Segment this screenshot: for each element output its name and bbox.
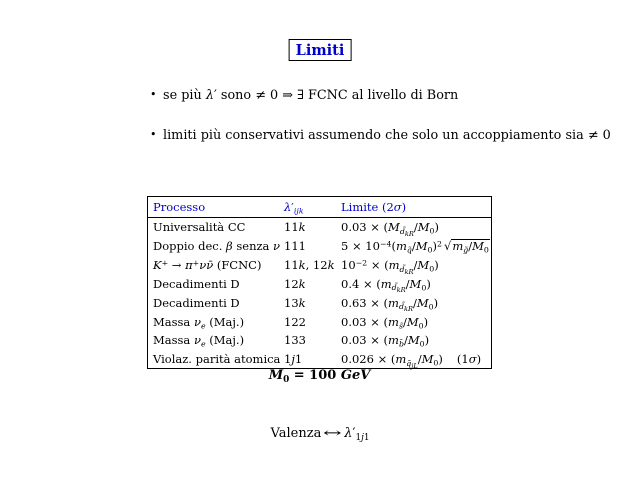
table-body	[148, 218, 491, 368]
math-token: ′	[291, 200, 294, 214]
math-token: d̃	[391, 283, 397, 293]
math-token: m	[388, 314, 399, 329]
table-row	[148, 312, 491, 331]
bullet-dot: •	[150, 128, 157, 142]
math-token: se più	[163, 88, 206, 103]
cell-limit	[341, 315, 491, 329]
cell-limit	[341, 276, 491, 295]
math-token: 2	[437, 239, 442, 249]
math-token: )	[426, 276, 431, 291]
cell-limit	[341, 352, 491, 370]
math-token: 13	[284, 295, 299, 310]
math-token	[406, 359, 417, 368]
math-token: 0.026 × (	[341, 352, 396, 367]
header-cell-process	[153, 200, 284, 214]
math-token: −4	[379, 239, 392, 249]
math-token: (	[391, 239, 396, 254]
math-token: λ	[284, 200, 292, 214]
table-row	[148, 350, 491, 369]
math-token	[400, 227, 414, 236]
cell-coupling	[284, 239, 341, 253]
math-token: )	[476, 352, 482, 367]
math-token: Valenza	[270, 426, 322, 441]
math-token: j	[361, 432, 364, 443]
math-token: kR	[404, 229, 414, 238]
math-token: e	[200, 339, 206, 349]
cell-coupling	[284, 352, 341, 366]
math-token: β	[226, 239, 233, 254]
math-token: m	[388, 333, 399, 348]
math-token: d̃	[398, 302, 404, 312]
math-token: 1	[355, 432, 362, 443]
math-token: ν	[193, 314, 201, 329]
math-token: q̃	[406, 245, 412, 255]
math-token: M	[409, 276, 422, 291]
math-token: /	[412, 295, 417, 310]
math-token: 12	[284, 276, 299, 291]
math-token: k	[298, 220, 306, 235]
math-token: →	[168, 258, 186, 273]
math-token: j	[291, 352, 295, 367]
math-token: )	[424, 333, 430, 348]
table-row	[148, 331, 491, 350]
title-box	[289, 39, 352, 61]
math-token: (Maj.)	[205, 333, 245, 348]
math-token	[400, 265, 414, 274]
page-title: Limiti	[295, 42, 345, 59]
math-token: 0	[418, 321, 424, 331]
cell-process	[153, 277, 284, 291]
math-token: +	[161, 258, 169, 268]
math-token: M	[416, 295, 429, 310]
math-token: kR	[396, 286, 406, 295]
header-cell-coupling	[284, 200, 341, 214]
math-token: /	[413, 220, 418, 235]
math-token: M	[388, 220, 400, 235]
math-token: /	[417, 352, 422, 367]
cell-process	[153, 258, 284, 272]
math-token: (Maj.)	[205, 314, 245, 329]
cell-limit	[341, 333, 491, 347]
math-token: 0	[429, 264, 435, 274]
table-row	[148, 237, 491, 256]
math-token: ν	[193, 333, 201, 348]
math-token: k	[298, 295, 306, 310]
cell-coupling	[284, 258, 341, 272]
math-token: m	[395, 239, 407, 254]
table-row	[148, 218, 491, 237]
math-token: Universalità CC	[153, 220, 246, 235]
math-token: = 100	[289, 368, 341, 383]
math-token: kR	[403, 305, 413, 314]
math-token: +	[192, 258, 200, 268]
math-token: Decadimenti D	[153, 276, 240, 291]
math-token: /	[411, 239, 416, 254]
math-token: 0.03 × (	[341, 314, 389, 329]
table-row	[148, 256, 491, 275]
math-token: 0.4 × (	[341, 276, 381, 291]
math-token: νν̄	[199, 258, 214, 273]
math-token: b̃	[398, 339, 404, 349]
math-token: ′ sono ≠ 0 ⇒ ∃ FCNC al livello di Born	[213, 88, 459, 103]
math-token: K	[153, 258, 162, 273]
math-token: M	[417, 220, 430, 235]
math-token: σ	[468, 352, 477, 367]
math-token: d̃	[399, 264, 405, 274]
math-token: 0.63 × (	[341, 295, 389, 310]
math-token: m	[395, 352, 407, 367]
math-token: Massa	[153, 333, 194, 348]
math-token: /	[403, 333, 408, 348]
math-token: m	[388, 258, 400, 273]
math-token: s̃	[398, 321, 403, 331]
math-token: 5 × 10	[341, 239, 380, 254]
math-token: 11	[284, 258, 299, 273]
math-token: /	[468, 239, 473, 254]
math-token: kR	[404, 267, 414, 276]
math-token: M	[415, 239, 428, 254]
math-token: M	[417, 258, 430, 273]
math-token: M	[407, 333, 420, 348]
math-token: 10	[341, 258, 356, 273]
math-token: Doppio dec.	[153, 239, 227, 254]
math-token: ′	[352, 426, 356, 441]
math-token: 0.03 × (	[341, 333, 389, 348]
cell-coupling	[284, 277, 341, 291]
cell-process	[153, 296, 284, 310]
math-token: )	[434, 258, 439, 273]
math-token: m	[452, 239, 464, 254]
math-token: 1	[363, 432, 370, 443]
math-token: M	[268, 368, 284, 383]
math-token: Limite (2	[341, 200, 394, 214]
math-token: 0	[428, 302, 434, 312]
math-token	[355, 433, 369, 443]
math-token: (1	[456, 352, 469, 367]
bullet-item	[150, 86, 502, 105]
bullet-list	[150, 86, 611, 166]
math-token: /	[402, 314, 407, 329]
math-token: k	[298, 258, 306, 273]
math-token: 0	[427, 245, 433, 255]
math-token: ν	[273, 239, 281, 254]
math-token: ↔	[323, 426, 343, 441]
math-token: 111	[284, 239, 306, 254]
math-token: M	[406, 314, 419, 329]
math-token: 0	[421, 283, 427, 293]
math-token: 0	[283, 374, 290, 385]
limits-table	[147, 196, 492, 369]
math-token: d̃	[399, 226, 405, 236]
table-row	[148, 275, 491, 294]
math-token: √	[443, 239, 452, 254]
math-token: M	[421, 352, 434, 367]
math-token: /	[413, 258, 418, 273]
cell-process	[153, 333, 284, 347]
math-token: GeV	[340, 368, 371, 383]
math-token: e	[200, 321, 206, 331]
math-token: m	[388, 295, 399, 310]
math-token	[391, 283, 406, 295]
math-token: 122	[284, 314, 306, 329]
cell-limit	[341, 295, 491, 314]
math-token: k	[327, 258, 335, 273]
math-token	[451, 239, 490, 253]
math-token: )	[433, 295, 439, 310]
math-token: 1	[294, 352, 303, 367]
math-token	[398, 302, 413, 314]
cell-limit	[341, 239, 491, 253]
cell-process	[153, 239, 284, 253]
math-token: 0	[483, 245, 489, 255]
cell-process	[153, 315, 284, 329]
math-token: /	[405, 276, 410, 291]
cell-coupling	[284, 315, 341, 329]
m0-note	[147, 368, 492, 383]
math-token: q̃	[406, 358, 412, 368]
math-token: π	[185, 258, 193, 273]
cell-limit	[341, 220, 491, 238]
math-token: senza	[232, 239, 274, 254]
cell-coupling	[284, 296, 341, 310]
bullet-item	[150, 126, 611, 145]
math-token: λ	[344, 426, 353, 441]
math-token: )	[434, 220, 439, 235]
math-token: g̃	[463, 245, 469, 255]
math-token: 0	[419, 339, 425, 349]
math-token: −2	[355, 258, 368, 268]
table-header-row	[148, 197, 491, 218]
bullet-dot: •	[150, 88, 157, 101]
bullet-text	[163, 86, 502, 105]
math-token: 0	[433, 358, 439, 368]
math-token: M	[472, 239, 484, 254]
math-token: Violaz. parità atomica	[153, 352, 281, 367]
math-token: σ	[393, 200, 402, 214]
math-token: 133	[284, 333, 306, 348]
cell-coupling	[284, 220, 341, 234]
math-token: Processo	[153, 200, 206, 214]
math-token: )	[401, 200, 407, 214]
header-cell-limit	[341, 200, 491, 214]
cell-process	[153, 352, 284, 366]
math-token: limiti più conservativi assumendo che solo un accoppiamento sia ≠ 0	[163, 128, 611, 144]
math-token: jL	[411, 361, 418, 370]
math-token: m	[380, 276, 392, 291]
math-token: 0.03 × (	[341, 220, 389, 235]
valenza-caption	[0, 426, 640, 441]
cell-coupling	[284, 333, 341, 347]
table-row	[148, 293, 491, 312]
math-token: λ	[205, 88, 214, 103]
bullet-text	[163, 126, 611, 145]
math-token: k	[298, 276, 306, 291]
math-token: )	[432, 239, 437, 254]
math-token: )	[423, 314, 429, 329]
cell-limit	[341, 258, 491, 276]
math-token: Massa	[153, 314, 194, 329]
cell-process	[153, 220, 284, 234]
math-token: ijk	[293, 206, 304, 216]
math-token: 11	[284, 220, 299, 235]
math-token: 0	[429, 226, 435, 236]
math-token: , 12	[305, 258, 328, 273]
math-token: × (	[367, 258, 389, 273]
math-token: Decadimenti D	[153, 295, 240, 310]
math-token: )	[438, 352, 443, 367]
math-token: (FCNC)	[213, 258, 262, 273]
math-token: 1	[284, 352, 292, 367]
